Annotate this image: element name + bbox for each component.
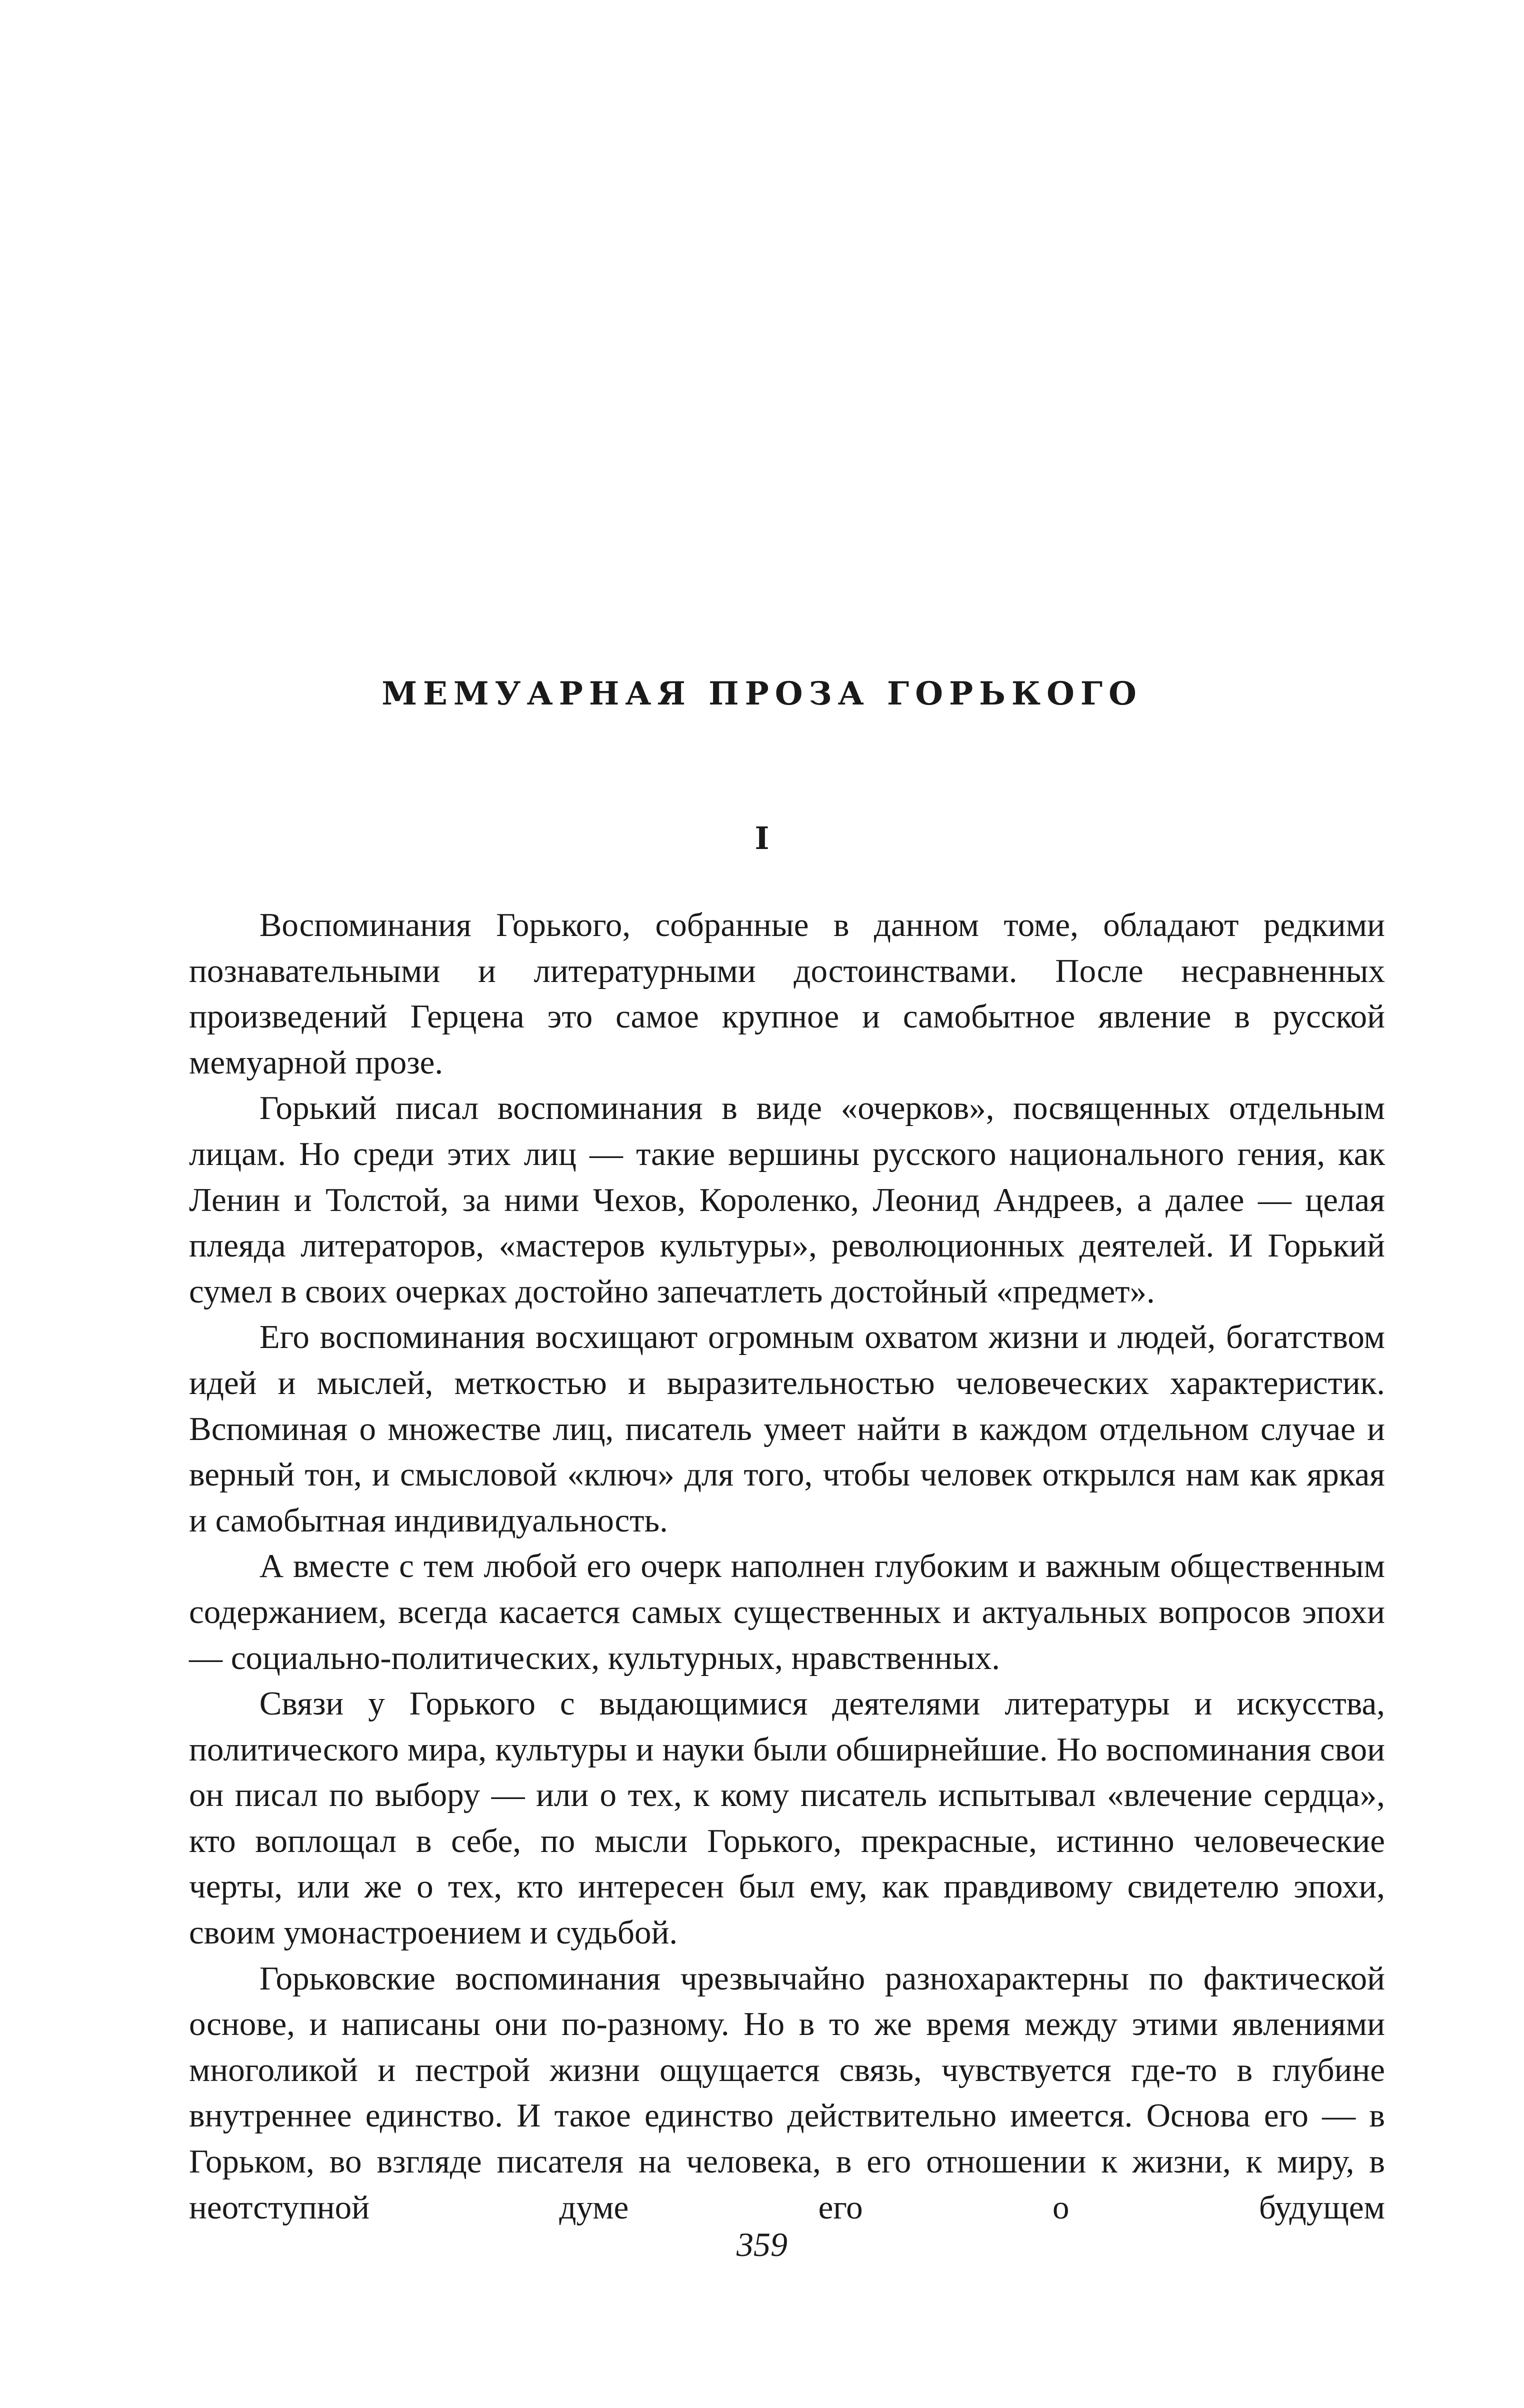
- page-number: 359: [736, 2226, 788, 2264]
- section-number: I: [754, 820, 770, 856]
- paragraph-4: А вместе с тем любой его очерк наполнен глубоким и важным общественным содержанием, всегда касается самых существенных и актуальных вопросов эпохи — социально-политических, культурных, нравственных.: [189, 1548, 1385, 1676]
- paragraph-3: Его воспоминания восхищают огромным охватом жизни и людей, богатством идей и мыслей, меткостью и выразительностью человеческих характеристик. Вспоминая о множестве лиц, писатель умеет найти в каждом отдельном случае и верный тон, и смысловой «ключ» для того, чтобы человек открылся нам как яркая и самобытная индивидуальность.: [189, 1318, 1385, 1539]
- paragraph-6: Горьковские воспоминания чрезвычайно разнохарактерны по фактической основе, и написаны они по-разному. Но в то же время между этими явлениями многоликой и пестрой жизни ощущается связь, чувствуется где-то в глубине внутреннее единство. И такое единство действительно имеется. Основа его — в Горьком, во взгляде писателя на человека, в его отношении к жизни, к миру, в неотступной думе его о будущем: [189, 1960, 1385, 2226]
- paragraph-2: Горький писал воспоминания в виде «очерков», посвященных отдельным лицам. Но среди этих лиц — такие вершины русского национального гения, как Ленин и Толстой, за ними Чехов, Короленко, Леонид Андреев, а далее — целая плеяда литераторов, «мастеров культуры», революционных деятелей. И Горький сумел в своих очерках достойно запечатлеть достойный «предмет».: [189, 1090, 1385, 1310]
- paragraph-1: Воспоминания Горького, собранные в данном томе, обладают редкими познавательными и литературными достоинствами. После несравненных произведений Герцена это самое крупное и самобытное явление в русской мемуарной прозе.: [189, 906, 1385, 1081]
- paragraph-5: Связи у Горького с выдающимися деятелями литературы и искусства, политического мира, культуры и науки были обширнейшие. Но воспоминания свои он писал по выбору — или о тех, к кому писатель испытывал «влечение сердца», кто воплощал в себе, по мысли Горького, прекрасные, истинно человеческие черты, или же о тех, кто интересен был ему, как правдивому свидетелю эпохи, своим умонастроением и судьбой.: [189, 1685, 1385, 1952]
- body-text: [189, 902, 1385, 2230]
- chapter-title: МЕМУАРНАЯ ПРОЗА ГОРЬКОГО: [382, 675, 1142, 712]
